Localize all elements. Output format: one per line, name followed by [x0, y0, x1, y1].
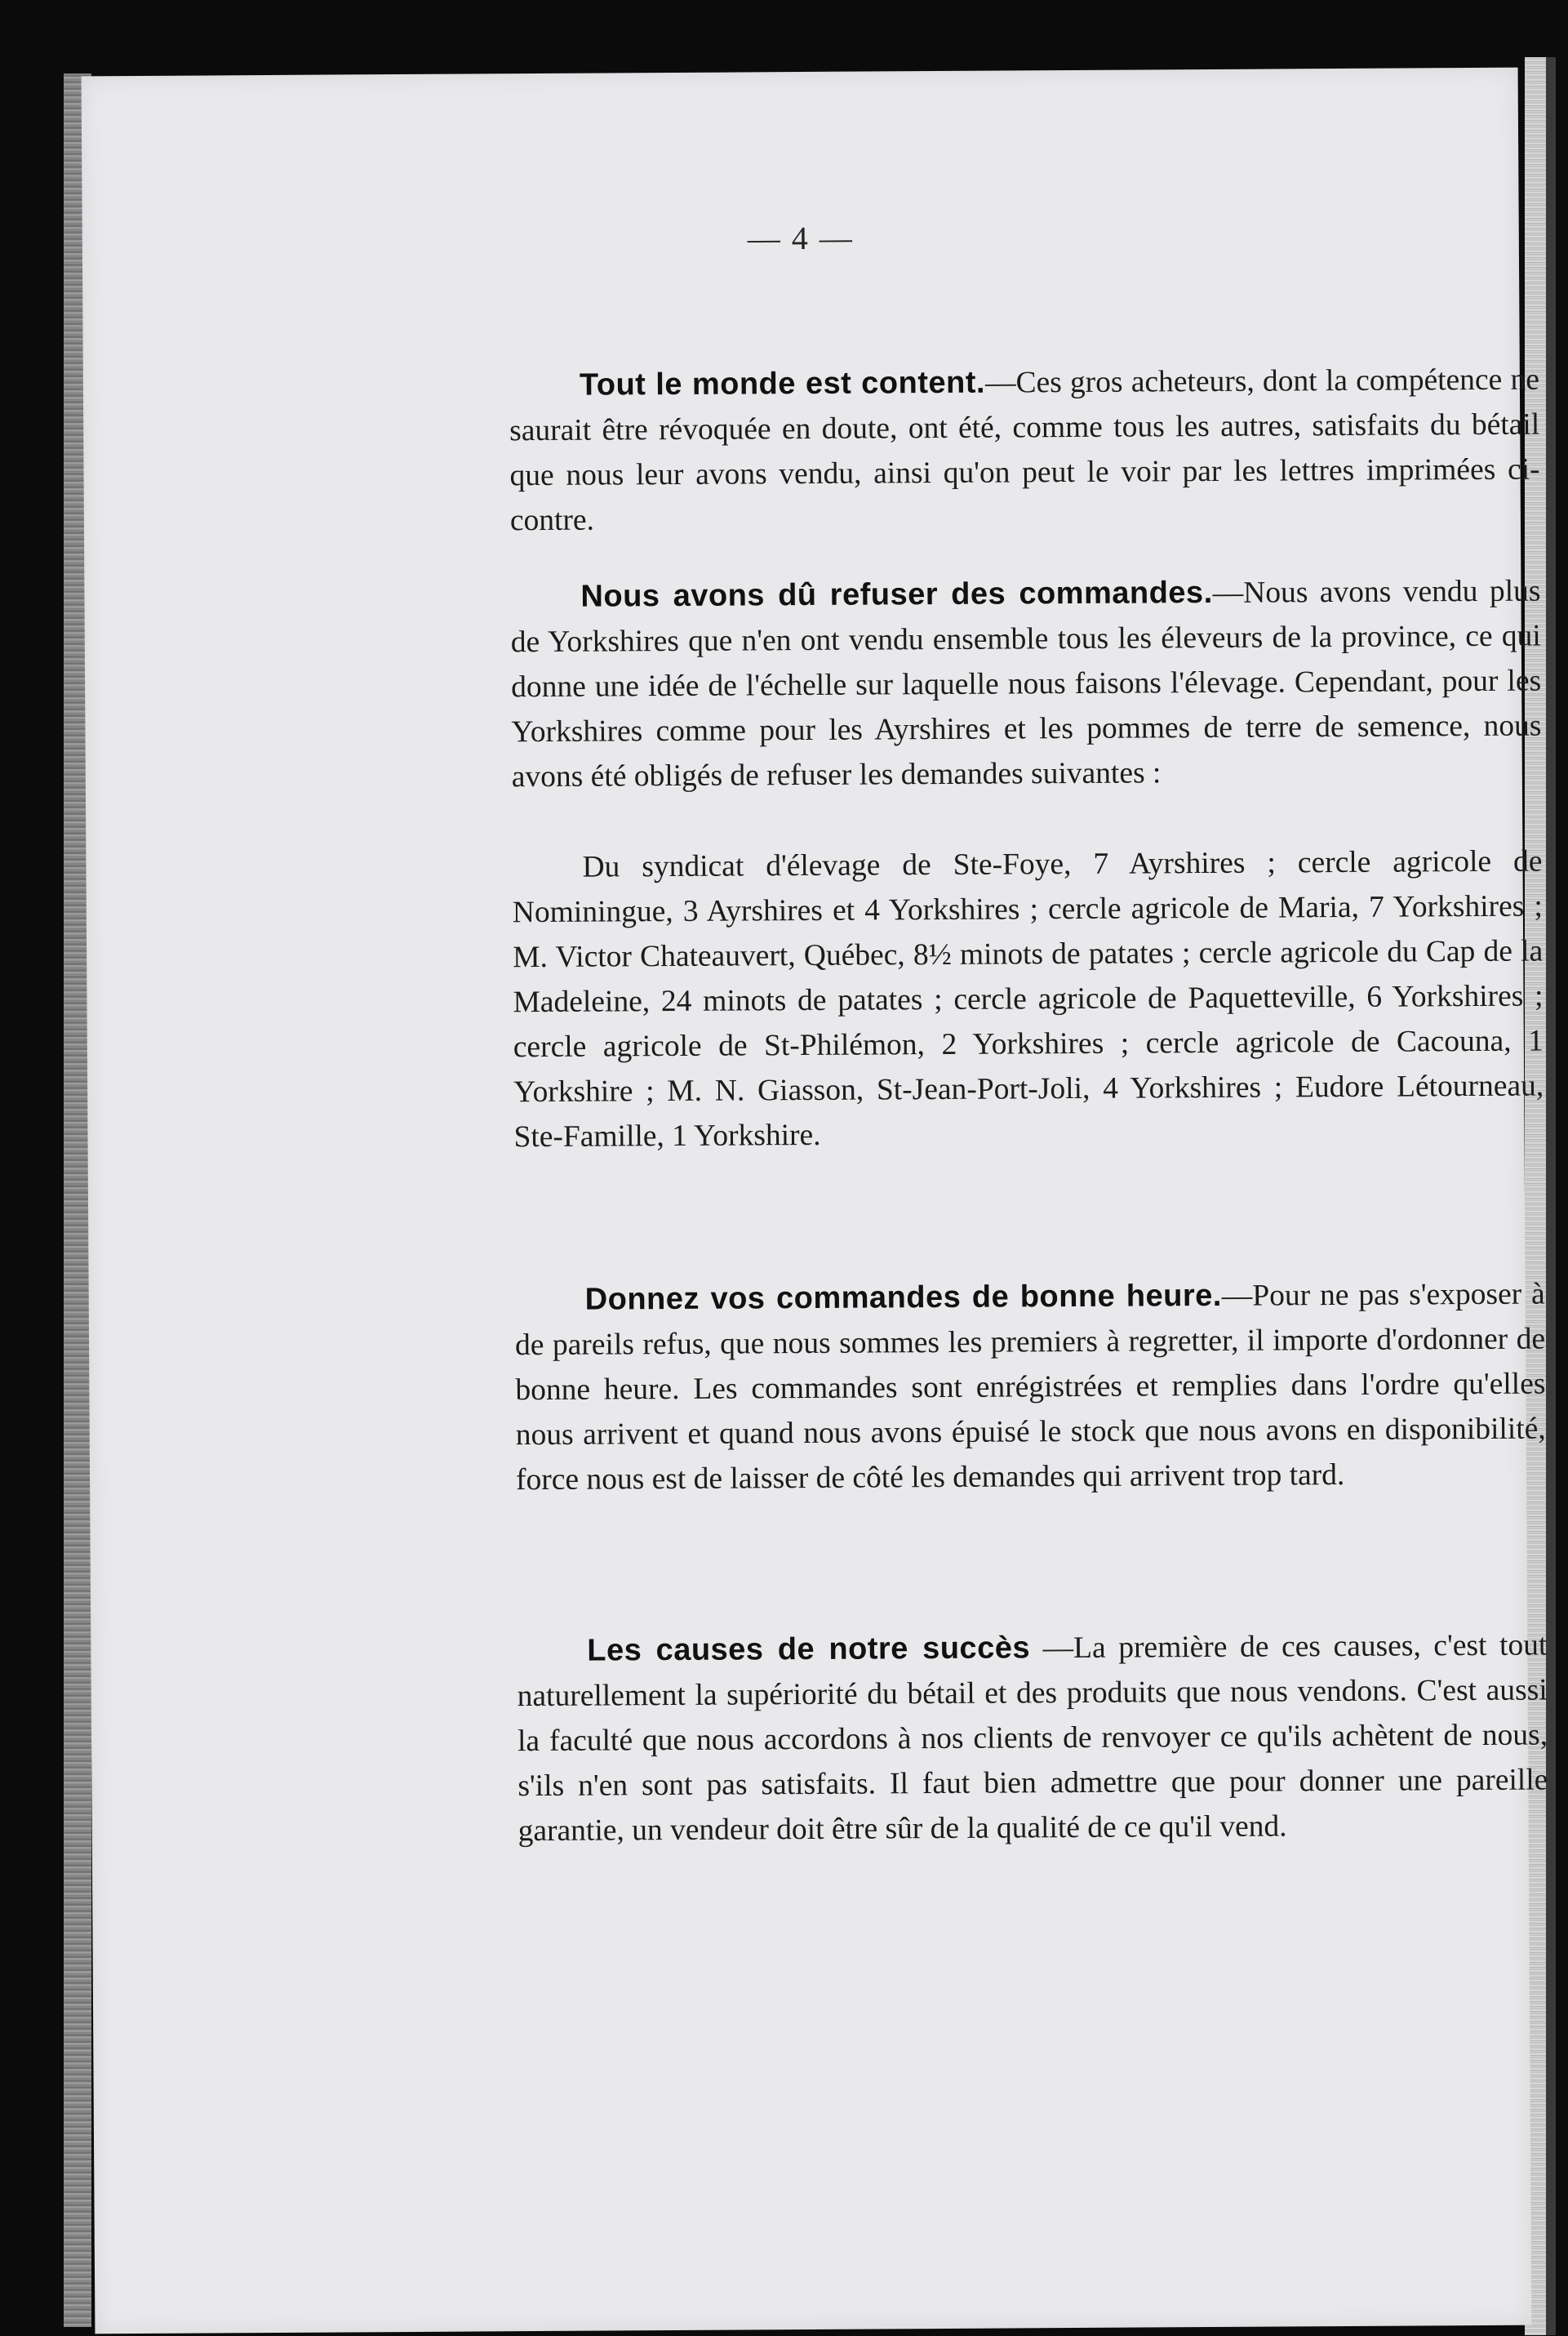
section-bonne-heure	[515, 1271, 1547, 1502]
section-body: —Pour ne pas s'exposer à de pareils refus, que nous sommes les premiers à regretter, il importe d'ordonner de bonne heure. Les commandes sont enrégistrées et remplies dans l'ordre qu'elles nous arrivent et quand nous avons épuisé le stock que nous avons en disponibilité, force nous est de laisser de côté les demandes qui arrivent trop tard.	[514, 1277, 1546, 1497]
section-heading: Les causes de notre succès	[587, 1631, 1031, 1668]
section-body: Du syndicat d'élevage de Ste-Foye, 7 Ayrshires ; cercle agricole de Nominingue, 3 Ayrshires et 4 Yorkshires ; cercle agricole de Maria, 7 Yorkshires ; M. Victor Chateauvert, Québec, 8½ minots de patates ; cercle agricole du Cap de la Madeleine, 24 minots de patates ; cercle agricole de Paquetteville, 6 Yorkshires ; cercle agricole de St-Philémon, 2 Yorkshires ; cercle agricole de Cacouna, 1 Yorkshire ; M. N. Giasson, St-Jean-Port-Joli, 4 Yorkshires ; Eudore Létourneau, Ste-Famille, 1 Yorkshire.	[512, 844, 1544, 1155]
paragraph	[510, 568, 1542, 799]
section-heading: Tout le monde est content.	[579, 365, 986, 403]
section-body: —Ces gros acheteurs, dont la compétence ne saurait être révoquée en doute, ont été, comme tous les autres, satisfaits du bétail que nous leur avons vendu, ainsi qu'on peut le voir par les lettres imprimées ci-contre.	[509, 363, 1540, 538]
section-heading: Donnez vos commandes de bonne heure.	[584, 1278, 1222, 1317]
paragraph	[512, 839, 1544, 1159]
paragraph	[515, 1271, 1547, 1502]
paragraph	[509, 357, 1540, 543]
section-tout-le-monde	[509, 357, 1540, 543]
paragraph	[517, 1622, 1548, 1853]
page-number: — 4 —	[747, 219, 854, 257]
section-causes-succes	[517, 1622, 1548, 1853]
book-page	[82, 68, 1548, 2334]
section-heading: Nous avons dû refuser des commandes.	[580, 575, 1213, 614]
page-stack-shadow	[1546, 57, 1556, 2335]
section-refuser-commandes	[510, 568, 1542, 799]
section-body: —La première de ces causes, c'est tout naturellement la supériorité du bétail et des produits que nous vendons. C'est aussi la faculté que nous accordons à nos clients de renvoyer ce qu'ils achètent de nous, s'ils n'en sont pas satisfaits. Il faut bien admettre que pour donner une pareille garantie, un vendeur doit être sûr de la qualité de ce qu'il vend.	[517, 1628, 1548, 1849]
refused-orders-list	[512, 839, 1544, 1159]
section-body: —Nous avons vendu plus de Yorkshires que n'en ont vendu ensemble tous les éleveurs de la province, ce qui donne une idée de l'échelle sur laquelle nous faisons l'élevage. Cependant, pour les Yorkshires comme pour les Ayrshires et les pommes de terre de semence, nous avons été obligés de refuser les demandes suivantes :	[510, 574, 1542, 794]
